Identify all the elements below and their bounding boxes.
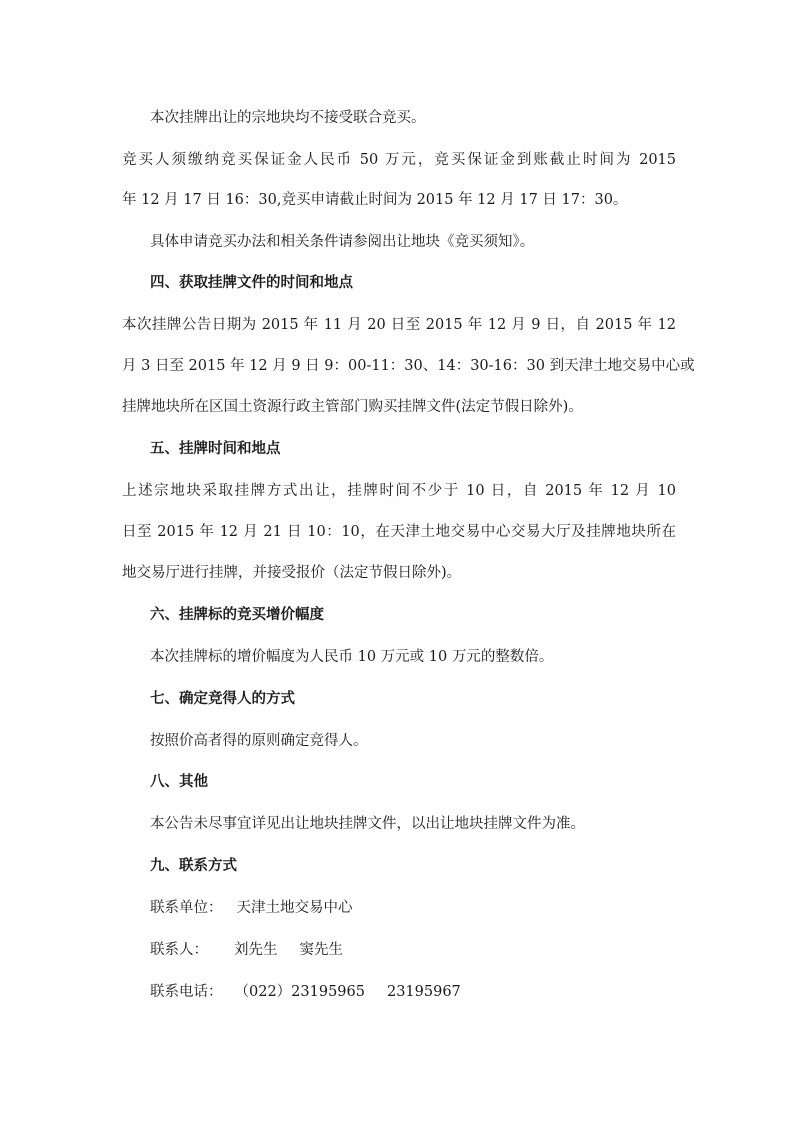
paragraph-announcement-line3: 挂牌地块所在区国土资源行政主管部门购买挂牌文件(法定节假日除外)。 bbox=[122, 399, 583, 415]
paragraph-joint-bid: 本次挂牌出让的宗地块均不接受联合竞买。 bbox=[150, 110, 426, 126]
paragraph-bid-notice: 具体申请竞买办法和相关条件请参阅出让地块《竞买须知》。 bbox=[150, 234, 535, 250]
paragraph-listing-time-line3: 地交易厅进行挂牌，并接受报价（法定节假日除外)。 bbox=[122, 565, 462, 581]
contact-person-1: 刘先生 bbox=[234, 942, 278, 958]
paragraph-listing-time-line1: 上述宗地块采取挂牌方式出让，挂牌时间不少于 10 日，自 2015 年 12 月 10 bbox=[122, 483, 676, 499]
contact-person-2: 窦先生 bbox=[299, 942, 343, 958]
paragraph-winner-rule: 按照价高者得的原则确定竞得人。 bbox=[150, 733, 368, 749]
contact-unit-label: 联系单位： bbox=[150, 900, 223, 916]
section-heading-6: 六、挂牌标的竞买增价幅度 bbox=[150, 607, 324, 623]
section-heading-7: 七、确定竞得人的方式 bbox=[150, 691, 295, 707]
paragraph-listing-time-line2: 日至 2015 年 12 月 21 日 10：10，在天津土地交易中心交易大厅及挂牌地块所在 bbox=[122, 524, 676, 540]
paragraph-deposit-line1: 竞买人须缴纳竞买保证金人民币 50 万元，竞买保证金到账截止时间为 2015 bbox=[122, 152, 676, 168]
paragraph-other: 本公告未尽事宜详见出让地块挂牌文件，以出让地块挂牌文件为准。 bbox=[150, 816, 585, 832]
contact-person-row bbox=[150, 940, 343, 960]
section-heading-5: 五、挂牌时间和地点 bbox=[150, 441, 281, 457]
contact-unit-row bbox=[150, 898, 353, 918]
paragraph-deposit-line2: 年 12 月 17 日 16：30,竞买申请截止时间为 2015 年 12 月 17 日 17：30。 bbox=[122, 192, 628, 208]
contact-phone-label: 联系电话： bbox=[150, 984, 223, 1000]
contact-phone-row bbox=[150, 982, 461, 1002]
section-heading-9: 九、联系方式 bbox=[150, 858, 237, 874]
paragraph-announcement-line2: 月 3 日至 2015 年 12 月 9 日 9：00-11：30、14：30-16：30 到天津土地交易中心或 bbox=[122, 358, 695, 374]
section-heading-4: 四、获取挂牌文件的时间和地点 bbox=[150, 275, 353, 291]
contact-person-label: 联系人： bbox=[150, 942, 208, 958]
paragraph-announcement-line1: 本次挂牌公告日期为 2015 年 11 月 20 日至 2015 年 12 月 9 日，自 2015 年 12 bbox=[122, 317, 676, 333]
contact-unit-value: 天津土地交易中心 bbox=[236, 900, 353, 916]
section-heading-8: 八、其他 bbox=[150, 774, 208, 790]
paragraph-increment: 本次挂牌标的增价幅度为人民币 10 万元或 10 万元的整数倍。 bbox=[150, 649, 554, 665]
contact-phone-2: 23195967 bbox=[386, 984, 461, 1000]
contact-phone-1: （022）23195965 bbox=[234, 984, 365, 1000]
